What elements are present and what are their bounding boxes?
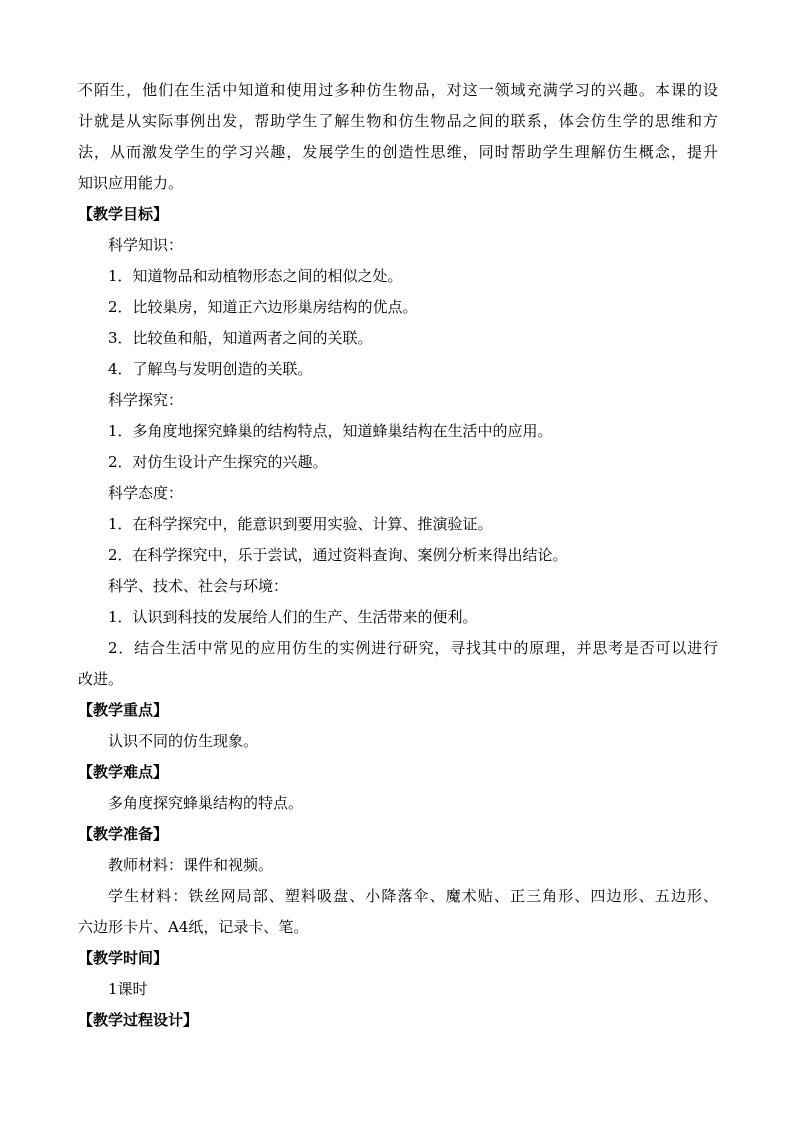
process-heading: 【教学过程设计】 xyxy=(78,1011,199,1029)
attitude-item: 2．在科学探究中，乐于尝试，通过资料查询、案例分析来得出结论。 xyxy=(108,546,568,564)
intro-line: 法，从而激发学生的学习兴趣，发展学生的创造性思维，同时帮助学生理解仿生概念，提升 xyxy=(78,143,718,161)
sts-item: 2．结合生活中常见的应用仿生的实例进行研究，寻找其中的原理，并思考是否可以进行 xyxy=(108,639,718,657)
knowledge-item: 2．比较巢房，知道正六边形巢房结构的优点。 xyxy=(108,298,418,316)
time-text: 1课时 xyxy=(108,980,148,998)
intro-line: 不陌生，他们在生活中知道和使用过多种仿生物品，对这一领域充满学习的兴趣。本课的设 xyxy=(78,81,718,99)
student-materials: 学生材料：铁丝网局部、塑料吸盘、小降落伞、魔术贴、正三角形、四边形、五边形、 xyxy=(108,887,718,905)
objectives-heading: 【教学目标】 xyxy=(78,205,169,223)
knowledge-item: 3．比较鱼和船，知道两者之间的关联。 xyxy=(108,329,373,347)
sts-title: 科学、技术、社会与环境： xyxy=(108,577,289,595)
attitude-title: 科学态度： xyxy=(108,484,184,502)
knowledge-item: 1．知道物品和动植物形态之间的相似之处。 xyxy=(108,267,403,285)
inquiry-title: 科学探究： xyxy=(108,391,184,409)
inquiry-item: 1．多角度地探究蜂巢的结构特点，知道蜂巢结构在生活中的应用。 xyxy=(108,422,553,440)
knowledge-title: 科学知识： xyxy=(108,236,184,254)
intro-line: 知识应用能力。 xyxy=(78,174,184,192)
key-point-text: 认识不同的仿生现象。 xyxy=(108,732,259,750)
teacher-materials: 教师材料：课件和视频。 xyxy=(108,856,274,874)
intro-line: 计就是从实际事例出发，帮助学生了解生物和仿生物品之间的联系，体会仿生学的思维和方 xyxy=(78,112,718,130)
preparation-heading: 【教学准备】 xyxy=(78,825,169,843)
inquiry-item: 2．对仿生设计产生探究的兴趣。 xyxy=(108,453,328,471)
time-heading: 【教学时间】 xyxy=(78,949,169,967)
sts-item-continuation: 改进。 xyxy=(78,670,124,688)
difficulty-heading: 【教学难点】 xyxy=(78,763,169,781)
knowledge-item: 4．了解鸟与发明创造的关联。 xyxy=(108,360,313,378)
student-materials-continuation: 六边形卡片、A4纸，记录卡、笔。 xyxy=(78,918,309,936)
key-point-heading: 【教学重点】 xyxy=(78,701,169,719)
attitude-item: 1．在科学探究中，能意识到要用实验、计算、推演验证。 xyxy=(108,515,493,533)
document-page xyxy=(78,75,718,1036)
sts-item: 1．认识到科技的发展给人们的生产、生活带来的便利。 xyxy=(108,608,478,626)
difficulty-text: 多角度探究蜂巢结构的特点。 xyxy=(108,794,304,812)
